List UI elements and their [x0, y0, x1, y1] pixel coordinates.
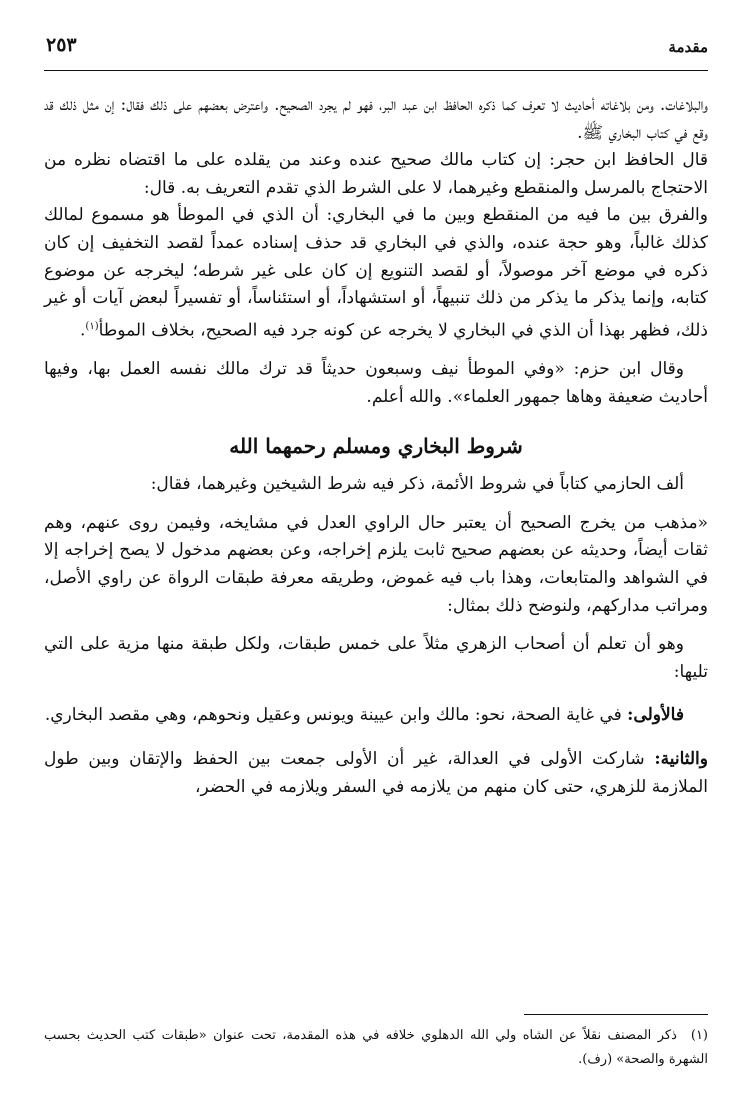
- paragraph-3: [44, 202, 708, 345]
- paragraph-8-lead: فالأولى:: [627, 705, 684, 726]
- header-rule: [44, 70, 708, 71]
- footnote-text: ذكر المصنف نقلاً عن الشاه ولي الله الدهلوي خلافه في هذه المقدمة، تحت عنوان «طبقات كتب الحديث بحسب الشهرة والصحة» (رف).: [44, 1028, 708, 1067]
- paragraph-1: والبلاغات. ومن بلاغاته أحاديث لا تعرف كما ذكره الحافظ ابن عبد البر، فهو لم يجرد الصحيح. واعترض بعضهم على ذلك فقال: إن مثل ذلك قد وقع في كتاب البخاري ﷺ.: [44, 95, 708, 143]
- section-title: شروط البخاري ومسلم رحمهما الله: [229, 434, 523, 459]
- paragraph-2: قال الحافظ ابن حجر: إن كتاب مالك صحيح عنده وعند من يقلده على ما اقتضاه نظره من الاحتجاج بالمرسل والمنقطع وغيرهما، لا على الشرط الذي تقدم التعريف به. قال:: [44, 150, 708, 198]
- paragraph-5: ألف الحازمي كتاباً في شروط الأئمة، ذكر فيه شرط الشيخين وغيرهما، فقال:: [150, 474, 684, 495]
- running-header: مقدمة: [668, 38, 708, 56]
- paragraph-9-lead: والثانية:: [654, 748, 708, 769]
- paragraph-4: وقال ابن حزم: «وفي الموطأ نيف وسبعون حديثاً قد ترك مالك نفسه العمل بها، وفيها أحاديث ضعيفة وهاها جمهور العلماء». والله أعلم.: [44, 359, 708, 407]
- paragraph-6: «مذهب من يخرج الصحيح أن يعتبر حال الراوي العدل في مشايخه، وفيمن روى عنهم، وهم ثقات أيضاً، وحديثه عن بعضهم صحيح ثابت يلزم إخراجه، وعن بعضهم مدخول لا يصح إخراجه إلا في الشواهد والمتابعات، وهذا باب فيه غموض، وطريقه معرفة طبقات الرواة عن راوي الأصل، ومراتب مداركهم، ولنوضح ذلك بمثال:: [44, 512, 709, 616]
- paragraph-3-text: والفرق بين ما فيه من المنقطع وبين ما في البخاري: أن الذي في الموطأ هو مسموع لمالك كذلك غالباً، وهو حجة عنده، والذي في البخاري قد حذف إسناده عمداً لقصد التخفيف إن كان ذكره في موضع آخر موصولاً، أو لقصد التنويع إن كان على غير شرطه؛ ليخرجه عن موضوع كتابه، وإنما يذكر ما يذكر من ذلك تنبيهاً، أو استشهاداً، أو استئناساً، أو تفسيراً لبعض آيات أو غير ذلك، فظهر بهذا أن الذي في البخاري لا يخرجه عن كونه جرد فيه الصحيح، بخلاف الموطأ: [44, 205, 708, 341]
- footnote-rule: [524, 1014, 708, 1015]
- main-text: [44, 92, 708, 801]
- footnote: [44, 1024, 708, 1072]
- paragraph-8-text: في غاية الصحة، نحو: مالك وابن عيينة ويونس وعقيل ونحوهم، وهي مقصد البخاري.: [44, 705, 628, 726]
- paragraph-7: وهو أن تعلم أن أصحاب الزهري مثلاً على خمس طبقات، ولكل طبقة منها مزية على التي تليها:: [44, 634, 708, 682]
- footnote-ref[interactable]: (١): [85, 320, 99, 332]
- page-number: ٢٥٣: [46, 34, 77, 56]
- paragraph-8: [44, 702, 708, 730]
- paragraph-9-text: شاركت الأولى في العدالة، غير أن الأولى جمعت بين الحفظ والإتقان وبين طول الملازمة للزهري، حتى كان منهم من يلازمه في السفر ويلازمه في الحضر،: [44, 748, 708, 797]
- paragraph-9: [44, 746, 708, 801]
- paragraph-3-end: .: [80, 320, 86, 341]
- footnote-number: (١): [690, 1028, 708, 1043]
